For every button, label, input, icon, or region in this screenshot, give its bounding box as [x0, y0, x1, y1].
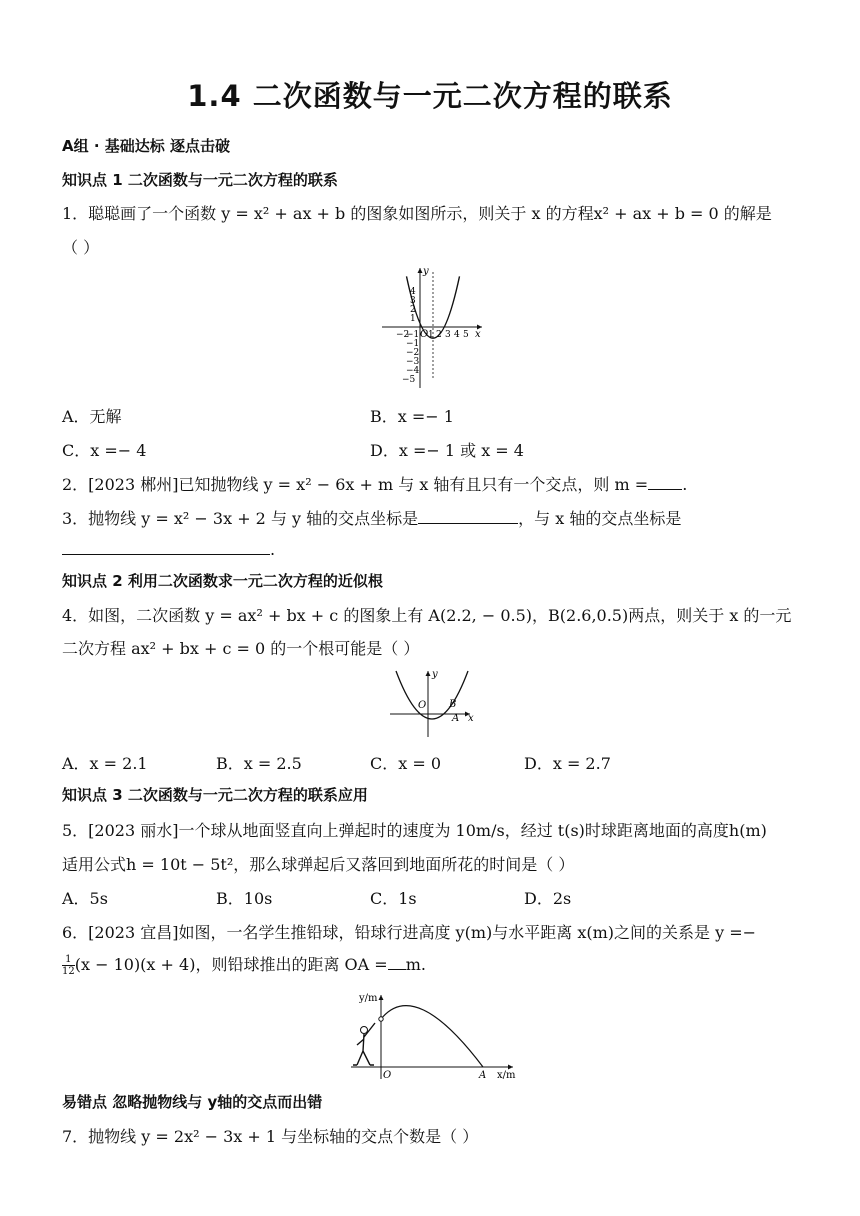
question-5-text: 5．[2023 丽水]一个球从地面竖直向上弹起时的速度为 10m/s，经过 t(s)时球距离地面的高度h(m)	[62, 821, 767, 840]
question-2	[62, 472, 687, 495]
q5-option-a: A．5s	[62, 889, 108, 908]
q1-ytick-neg3: −3	[406, 357, 420, 367]
knowledge-point-1: 知识点 1 二次函数与一元二次方程的联系	[62, 171, 338, 189]
q6-formula: (x − 10)(x + 4)，则铅球推出的距离 OA =	[74, 955, 388, 974]
student-head	[361, 1027, 368, 1034]
q4-y-label: y	[432, 669, 438, 680]
q1-xtick-neg2: −2	[396, 330, 410, 340]
q1-xtick-3: 3	[445, 330, 451, 340]
q1-ytick-4: 4	[410, 287, 416, 297]
question-1-text: 1．聪聪画了一个函数 y = x² + ax + b 的图象如图所示，则关于 x 的方程x² + ax + b = 0 的解是	[62, 204, 772, 223]
q1-y-label: y	[423, 266, 429, 277]
q1-xtick-1: 1	[428, 330, 434, 340]
q1-ytick-2: 2	[410, 305, 416, 315]
error-prone-heading: 易错点 忽略抛物线与 y轴的交点而出错	[62, 1093, 323, 1111]
knowledge-point-2: 知识点 2 利用二次函数求一元二次方程的近似根	[62, 572, 383, 590]
q1-ytick-neg5: −5	[402, 375, 416, 385]
q6-fraction	[62, 954, 75, 977]
q6-blank	[388, 956, 406, 970]
q1-x-label: x	[475, 329, 481, 340]
q4-origin: O	[418, 700, 427, 711]
knowledge-point-3: 知识点 3 二次函数与一元二次方程的联系应用	[62, 786, 368, 804]
q1-ytick-neg2: −2	[406, 348, 420, 358]
q4-option-a: A．x = 2.1	[62, 754, 148, 773]
q1-option-b: B．x =− 1	[370, 407, 454, 426]
question-6-text: 6．[2023 宜昌]如图，一名学生推铅球，铅球行进高度 y(m)与水平距离 x(m)之间的关系是 y =−	[62, 923, 757, 942]
question-3-cont	[62, 540, 275, 559]
q1-option-a: A．无解	[62, 407, 122, 426]
q4-x-label: x	[468, 713, 474, 724]
question-4-text: 4．如图，二次函数 y = ax² + bx + c 的图象上有 A(2.2, − 0.5)，B(2.6,0.5)两点，则关于 x 的一元	[62, 606, 792, 625]
q6-end: m.	[405, 955, 426, 974]
q1-ytick-3: 3	[410, 296, 416, 306]
q1-ytick-neg1: −1	[406, 339, 420, 349]
q4-point-a: A	[452, 713, 460, 724]
question-6-figure	[345, 989, 525, 1081]
q1-ytick-1: 1	[410, 314, 416, 324]
question-5-text-2: 适用公式h = 10t − 5t²，那么球弹起后又落回到地面所花的时间是（ ）	[62, 855, 575, 874]
q1-ytick-neg4: −4	[406, 366, 420, 376]
q5-option-b: B．10s	[216, 889, 273, 908]
q4-option-d: D．x = 2.7	[524, 754, 611, 773]
q6-point-a: A	[479, 1070, 487, 1081]
q6-y-label: y/m	[359, 993, 378, 1004]
question-1-graph	[378, 262, 488, 392]
q4-point-b: B	[449, 699, 457, 710]
question-4-graph	[388, 667, 478, 739]
q1-xtick-neg1: −1	[406, 330, 420, 340]
q3-blank-1	[418, 510, 518, 524]
question-7-text: 7．抛物线 y = 2x² − 3x + 1 与坐标轴的交点个数是（ ）	[62, 1127, 479, 1146]
q3-end: .	[270, 540, 276, 559]
q1-xtick-2: 2	[436, 330, 442, 340]
q1-xtick-4: 4	[454, 330, 460, 340]
q1-option-c: C．x =− 4	[62, 441, 147, 460]
q3-text-2: ，与 x 轴的交点坐标是	[518, 509, 682, 528]
group-heading: A组 · 基础达标 逐点击破	[62, 137, 230, 155]
q1-option-d: D．x =− 1 或 x = 4	[370, 441, 524, 460]
q6-origin: O	[383, 1070, 392, 1081]
q5-option-d: D．2s	[524, 889, 572, 908]
q1-xtick-5: 5	[463, 330, 469, 340]
question-6-text-2	[62, 952, 426, 977]
q4-option-c: C．x = 0	[370, 754, 442, 773]
q2-text: 2．[2023 郴州]已知抛物线 y = x² − 6x + m 与 x 轴有且只有一个交点，则 m =	[62, 475, 649, 494]
q6-x-label: x/m	[497, 1070, 516, 1081]
q5-option-c: C．1s	[370, 889, 417, 908]
q6-frac-num: 1	[62, 954, 75, 966]
q2-blank	[648, 476, 682, 490]
q3-text: 3．抛物线 y = x² − 3x + 2 与 y 轴的交点坐标是	[62, 509, 419, 528]
q6-frac-den: 12	[62, 966, 75, 977]
q1-origin: O	[420, 329, 429, 340]
question-4-text-2: 二次方程 ax² + bx + c = 0 的一个根可能是（ ）	[62, 639, 420, 658]
q4-option-b: B．x = 2.5	[216, 754, 302, 773]
question-3	[62, 506, 681, 529]
page-title: 1.4 二次函数与一元二次方程的联系	[187, 79, 673, 113]
question-1-paren: （ ）	[62, 238, 100, 257]
q3-blank-2	[62, 541, 270, 555]
q2-end: .	[682, 475, 688, 494]
